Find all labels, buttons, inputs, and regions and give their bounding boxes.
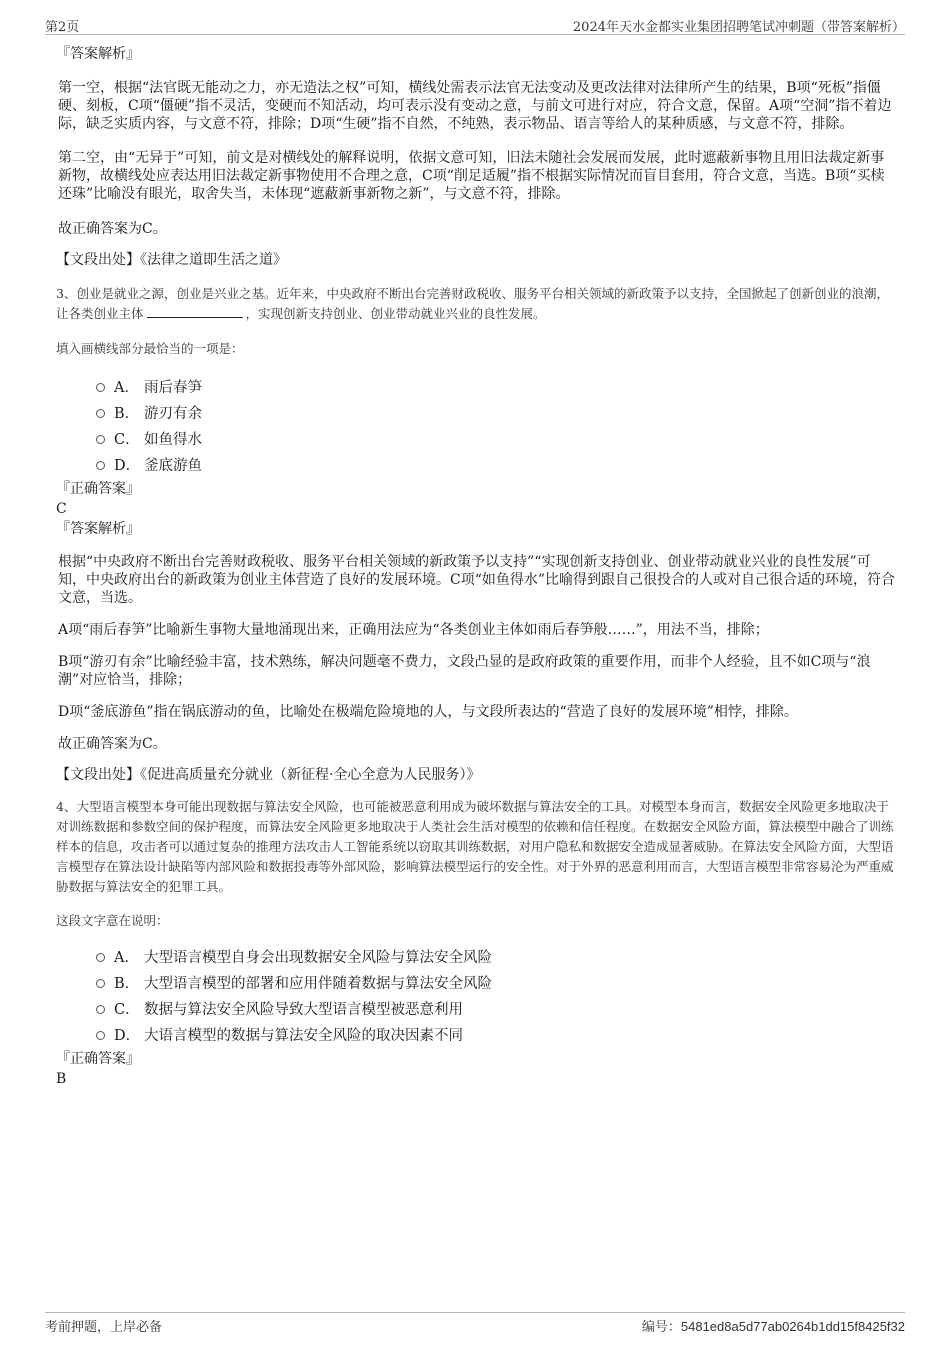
q3-blank-line: [147, 305, 243, 318]
radio-icon[interactable]: [96, 383, 105, 392]
radio-icon[interactable]: [96, 979, 105, 988]
document-code: 编号：5481ed8a5d77ab0264b1dd15f8425f32: [641, 1319, 905, 1335]
q3-conclusion: 故正确答案为C。: [58, 736, 167, 752]
q4-option-c[interactable]: C． 数据与算法安全风险导致大型语言模型被恶意利用: [96, 995, 898, 1021]
q3-answer-label: 『正确答案』: [56, 481, 140, 497]
document-title: 2024年天水金都实业集团招聘笔试冲刺题（带答案解析）: [572, 20, 905, 35]
q4-option-d[interactable]: D． 大语言模型的数据与算法安全风险的取决因素不同: [96, 1021, 898, 1047]
q2-source: 【文段出处】《法律之道即生活之道》: [56, 252, 287, 268]
q3-analysis-paragraph-2: A项“雨后春笋”比喻新生事物大量地涌现出来，正确用法应为“各类创业主体如雨后春笋般……”，用法不当，排除；: [58, 622, 769, 638]
document-body: [56, 44, 898, 1089]
q3-source: 【文段出处】《促进高质量充分就业（新征程·全心全意为人民服务）》: [56, 767, 481, 783]
q3-analysis-paragraph-3: B项“游刃有余”比喻经验丰富，技术熟练，解决问题毫不费力，文段凸显的是政府政策的重要作用，而非个人经验，且不如C项与“浪潮”对应恰当，排除；: [58, 654, 871, 688]
q4-options: [56, 943, 898, 1047]
q2-analysis-paragraph-1: 第一空，根据“法官既无能动之力，亦无造法之权”可知，横线处需表示法官无法变动及更改法律对法律所产生的结果，B项“死板”指僵硬、刻板，C项“僵硬”指不灵活，变硬而不知活动，均可表示没有变动之意，与前文可进行对应，符合文意，保留。A项“空洞”指不着边际，缺乏实质内容，与文意不符，排除；D项“生硬”指不自然，不纯熟，表示物品、语言等给人的某种质感，与文意不符，排除。: [58, 80, 892, 132]
q4-answer: B: [56, 1071, 67, 1087]
radio-icon[interactable]: [96, 435, 105, 444]
q3-answer: C: [56, 501, 67, 517]
q3-analysis-paragraph-1: 根据“中央政府不断出台完善财政税收、服务平台相关领域的新政策予以支持”“实现创新支持创业、创业带动就业兴业的良性发展”可知，中央政府出台的新政策为创业主体营造了良好的发展环境。C项“如鱼得水”比喻得到跟自己很投合的人或对自己很合适的环境，符合文意，当选。: [58, 554, 896, 606]
q3-option-a[interactable]: A． 雨后春笋: [96, 373, 898, 399]
q4-prompt: 这段文字意在说明：: [56, 913, 169, 928]
q3-options: [56, 373, 898, 477]
q4-option-b[interactable]: B． 大型语言模型的部署和应用伴随着数据与算法安全风险: [96, 969, 898, 995]
footer-slogan: 考前押题，上岸必备: [45, 1320, 163, 1335]
q4-option-a[interactable]: A． 大型语言模型自身会出现数据安全风险与算法安全风险: [96, 943, 898, 969]
radio-icon[interactable]: [96, 1031, 105, 1040]
q3-prompt: 填入画横线部分最恰当的一项是：: [56, 341, 244, 356]
page-header: [45, 14, 905, 35]
radio-icon[interactable]: [96, 1005, 105, 1014]
q3-option-c[interactable]: C． 如鱼得水: [96, 425, 898, 451]
q2-analysis-label: 『答案解析』: [56, 46, 140, 62]
q3-option-d[interactable]: D． 釜底游鱼: [96, 451, 898, 477]
q3-option-b[interactable]: B． 游刃有余: [96, 399, 898, 425]
q4-stem: 4、大型语言模型本身可能出现数据与算法安全风险，也可能被恶意利用成为破坏数据与算法安全的工具。对模型本身而言，数据安全风险更多地取决于对训练数据和参数空间的保护程度，而算法安全风险更多地取决于人类社会生活对模型的依赖和信任程度。在数据安全风险方面，算法模型中融合了训练样本的信息，攻击者可以通过复杂的推理方法攻击人工智能系统以窃取其训练数据，对用户隐私和数据安全造成显著威胁。在算法安全风险方面，大型语言模型存在算法设计缺陷等内部风险和数据投毒等外部风险，影响算法模型运行的安全性。对于外界的恶意利用而言，大型语言模型非常容易沦为严重威胁数据与算法安全的犯罪工具。: [56, 799, 894, 894]
radio-icon[interactable]: [96, 953, 105, 962]
q4-answer-label: 『正确答案』: [56, 1051, 140, 1067]
q2-conclusion: 故正确答案为C。: [58, 221, 167, 237]
q2-analysis-paragraph-2: 第二空，由“无异于”可知，前文是对横线处的解释说明，依据文意可知，旧法未随社会发展而发展，此时遮蔽新事物且用旧法裁定新事新物，故横线处应表达用旧法裁定新事物使用不合理之意，C项“削足适履”指不根据实际情况而盲目套用，符合文意，当选。B项“买椟还珠”比喻没有眼光，取舍失当，未体现“遮蔽新事新物之新”，与文意不符，排除。: [58, 150, 885, 202]
radio-icon[interactable]: [96, 461, 105, 470]
page-footer: [45, 1312, 905, 1335]
page-number: 第2页: [45, 20, 80, 35]
q3-stem: 3、创业是就业之源，创业是兴业之基。近年来，中央政府不断出台完善财政税收、服务平台相关领域的新政策予以支持，全国掀起了创新创业的浪潮，让各类创业主体 ，实现创新支持创业、创业带动就业兴业的良性发展。: [56, 286, 889, 321]
radio-icon[interactable]: [96, 409, 105, 418]
q3-analysis-paragraph-4: D项“釜底游鱼”指在锅底游动的鱼，比喻处在极端危险境地的人，与文段所表达的“营造了良好的发展环境”相悖，排除。: [58, 704, 798, 720]
q3-analysis-label: 『答案解析』: [56, 521, 140, 537]
